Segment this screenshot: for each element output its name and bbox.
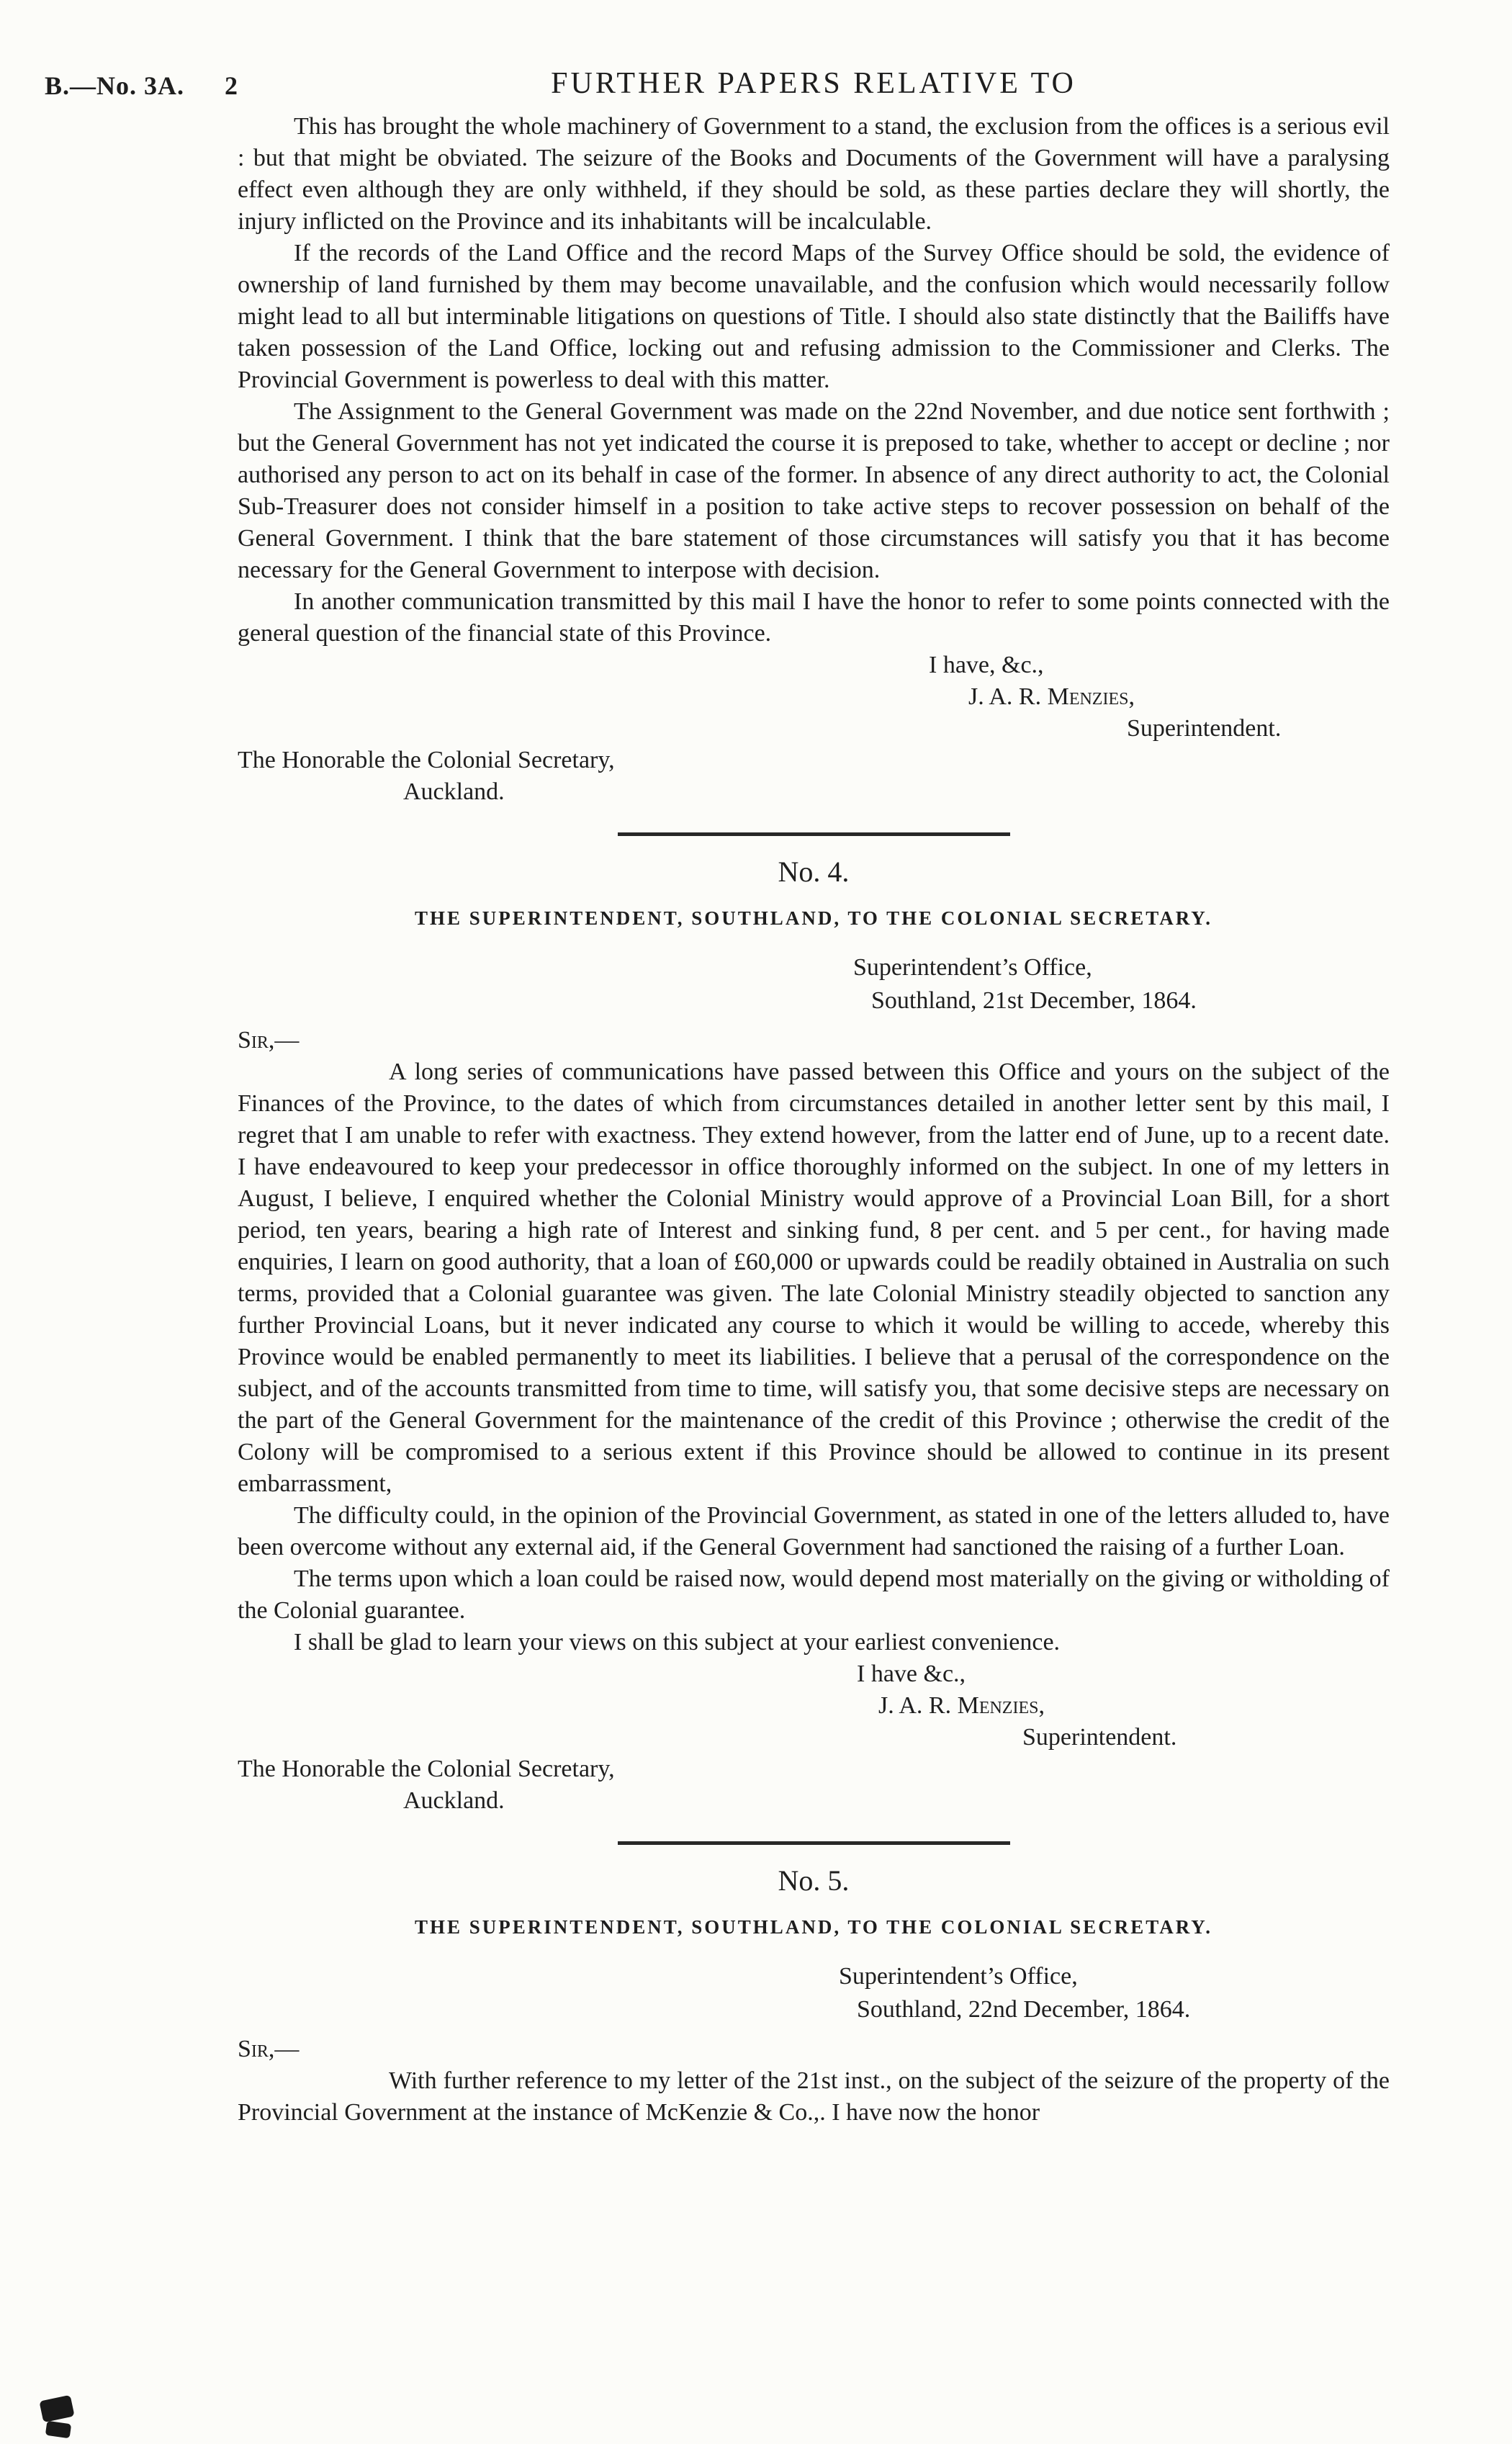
letter-number: No. 5. [778,1864,850,1897]
paragraph: The Assignment to the General Government was made on the 22nd November, and due notice sent forthwith ; but the General Government has not yet indicated the course it is preposed to take, whether to accept or decline ; nor authorised any person to act on its behalf in case of the former. In absence of any direct authority to act, the Colonial Sub-Treasurer does not consider himself in a position to take active steps to recover possession on behalf of the General Government. I think that the bare statement of those circumstances will satisfy you that it has become necessary for the General Government to interpose with decision. [238,398,1390,583]
valediction: I have &c., [857,1661,966,1687]
header-reference [45,71,238,101]
dateline: Southland, 21st December, 1864. [871,987,1197,1014]
letter-heading: THE SUPERINTENDENT, SOUTHLAND, TO THE COLONIAL SECRETARY. [414,907,1213,929]
section-divider [618,832,1010,836]
letter-heading: THE SUPERINTENDENT, SOUTHLAND, TO THE COLONIAL SECRETARY. [414,1916,1213,1938]
address-line: The Honorable the Colonial Secretary, [238,1756,615,1782]
office-name: Superintendent’s Office, [839,1963,1078,1990]
paragraph: A long series of communications have passed between this Office and yours on the subject of the Finances of the Province, to the dates of which from circumstances detailed in another letter sent by this mail, I regret that I am unable to refer with exactness. They extend however, from the latter end of June, up to a recent date. I have endeavoured to keep your predecessor in office thoroughly informed on the subject. In one of my letters in August, I believe, I enquired whether the Colonial Ministry would approve of a Provincial Loan Bill, for a short period, ten years, bearing a high rate of Interest and sinking fund, 8 per cent. and 5 per cent., for having made enquiries, I learn on good authority, that a loan of £60,000 or upwards could be readily obtained in Australia on such terms, provided that a Colonial guarantee was given. The late Colonial Ministry steadily objected to sanction any further Provincial Loans, but it never indicated any course to which it would be willing to accede, whereby this Province would be enabled permanently to meet its liabilities. I believe that a perusal of the correspondence on the subject, and of the accounts transmitted from time to time, will satisfy you, that some decisive steps are necessary on the part of the General Government for the maintenance of the credit of this Province ; otherwise the credit of the Colony will be compromised to a serious extent if this Province should be allowed to continue in its present embarrassment, [238,1059,1390,1497]
letter-4-section [238,855,1390,1817]
salutation: Sir,— [238,2036,300,2062]
scan-artifact [45,2421,71,2439]
signature-name: J. A. R. Menzies, [968,683,1135,710]
letter-number: No. 4. [778,855,850,888]
paragraph: The terms upon which a loan could be raised now, would depend most materially on the giving or witholding of the Colonial guarantee. [238,1565,1390,1624]
scan-artifact [39,2395,74,2422]
paragraph: I shall be glad to learn your views on this subject at your earliest convenience. [294,1629,1061,1655]
address-line: Auckland. [403,1787,505,1814]
address-line: Auckland. [403,778,505,805]
continued-letter-section [238,111,1390,808]
address-line: The Honorable the Colonial Secretary, [238,747,615,773]
letter-5-section [238,1864,1390,2129]
page-number: 2 [225,71,239,100]
paragraph: With further reference to my letter of the 21st inst., on the subject of the seizure of the property of the Provincial Government at the instance of McKenzie & Co.,. I have now the honor [238,2067,1390,2126]
running-title: FURTHER PAPERS RELATIVE TO [551,67,1076,100]
paragraph: In another communication transmitted by this mail I have the honor to refer to some points connected with the general question of the financial state of this Province. [238,588,1390,647]
section-divider [618,1841,1010,1845]
salutation: Sir,— [238,1027,300,1053]
paper-reference: B.—No. 3A. [45,71,185,100]
valediction: I have, &c., [929,652,1044,678]
office-name: Superintendent’s Office, [853,954,1092,981]
signature-role: Superintendent. [1022,1724,1177,1751]
paragraph: If the records of the Land Office and the record Maps of the Survey Office should be sold, the evidence of ownership of land furnished by them may become unavailable, and the confusion which would necessarily follow might lead to all but interminable litigations on questions of Title. I should also state distinctly that the Bailiffs have taken possession of the Land Office, locking out and refusing admission to the Commissioner and Clerks. The Provincial Government is powerless to deal with this matter. [238,240,1390,393]
page-content [238,66,1390,2129]
dateline: Southland, 22nd December, 1864. [857,1996,1191,2023]
paragraph: This has brought the whole machinery of Government to a stand, the exclusion from the offices is a serious evil : but that might be obviated. The seizure of the Books and Documents of the Government will have a paralysing effect even although they are only withheld, if they should be sold, as these parties declare they will shortly, the injury inflicted on the Province and its inhabitants will be incalculable. [238,113,1390,235]
signature-name: J. A. R. Menzies, [878,1692,1045,1719]
signature-role: Superintendent. [1127,715,1282,742]
paragraph: The difficulty could, in the opinion of the Provincial Government, as stated in one of the letters alluded to, have been overcome without any external aid, if the General Government had sanctioned the raising of a further Loan. [238,1502,1390,1560]
